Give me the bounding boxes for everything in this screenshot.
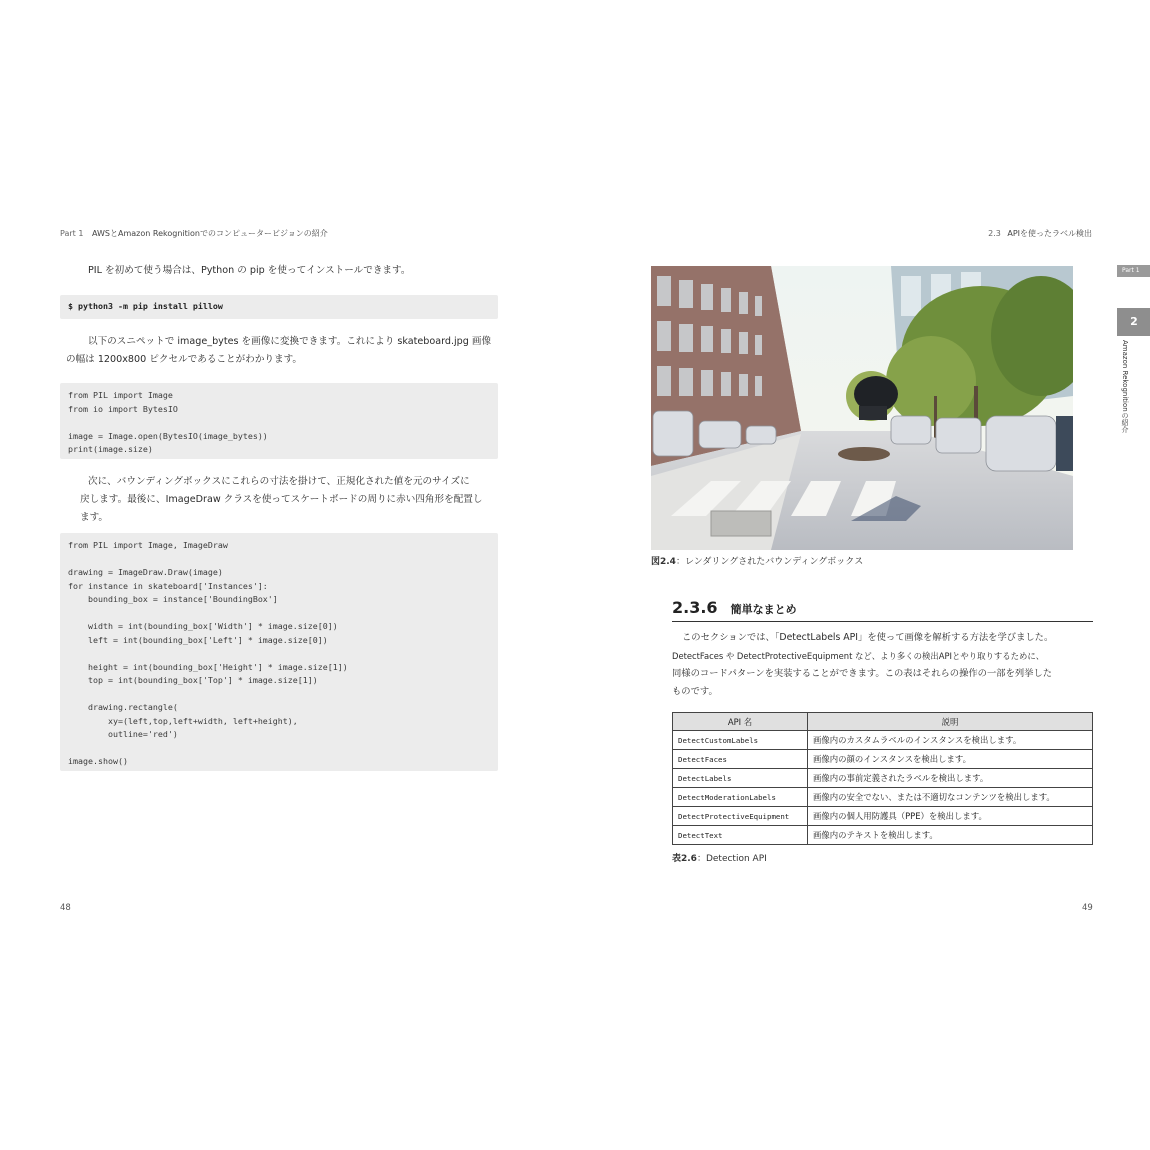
table-caption-text: ：Detection API [696,854,767,864]
section-heading [672,598,1093,622]
code-line: image.show() [68,756,128,766]
install-command: $ python3 -m pip install pillow [68,301,223,311]
table-row [673,807,1093,826]
code-line [68,416,490,430]
code-line: from PIL import Image, ImageDraw [68,540,228,550]
section-number: 2.3.6 [672,598,718,617]
code-line: from io import BytesIO [68,403,178,414]
code-line: drawing.rectangle( [68,702,178,712]
code-line: left = int(bounding_box['Left'] * image.size[0]) [68,634,328,645]
text-line: 以下のスニペットで image_bytes を画像に変換できます。これにより skateboard.jpg 画像 [88,336,492,347]
left-page-number: 48 [60,903,71,913]
code-line [68,688,490,702]
description-cell: 画像内の個人用防護具（PPE）を検出します。 [808,807,1093,826]
table-row [673,750,1093,769]
description-cell: 画像内の安全でない、または不適切なコンテンツを検出します。 [808,788,1093,807]
code-line [68,742,490,756]
table-label: 表2.6 [672,854,697,864]
code-line [68,553,490,567]
install-command-block [60,295,498,319]
intro-paragraph [88,262,498,280]
code-line: height = int(bounding_box['Height'] * image.size[1]) [68,661,348,672]
table-header-row [673,713,1093,731]
code-block-draw-rectangle [60,533,498,771]
text-line: 同様のコードパターンを実装することができます。この表はそれらの操作の一部を列挙した [672,668,1053,679]
table-row [673,788,1093,807]
running-head-part: Part 1 [60,229,84,238]
api-name-cell: DetectProtectiveEquipment [673,807,808,826]
header-api-name: API 名 [673,713,808,731]
running-head-title: APIを使ったラベル検出 [1007,229,1092,238]
description-cell: 画像内の顔のインスタンスを検出します。 [808,750,1093,769]
running-head-section: 2.3 [988,229,1001,238]
text-line: 戻します。最後に、ImageDraw クラスを使ってスケートボードの周りに赤い四角形を配置し [80,494,483,505]
text-line: ものです。 [672,686,718,697]
skateboard-street-photo [651,266,1073,550]
code-line: bounding_box = instance['BoundingBox'] [68,594,278,604]
api-name-cell: DetectFaces [673,750,808,769]
code-line: top = int(bounding_box['Top'] * image.size[1]) [68,675,318,685]
right-page-number: 49 [1082,903,1093,913]
table-row [673,769,1093,788]
bounding-box-paragraph [66,473,500,527]
side-tab-part: Part 1 [1117,265,1150,277]
side-tab-vertical-title: Amazon Rekognitionの紹介 [1121,340,1129,433]
code-line: image = Image.open(BytesIO(image_bytes)) [68,430,268,441]
text-line: の幅は 1200x800 ピクセルであることがわかります。 [66,354,303,365]
summary-paragraph [672,629,1096,701]
description-cell: 画像内のテキストを検出します。 [808,826,1093,845]
side-tab-chapter: 2 [1117,308,1150,336]
api-name-cell: DetectModerationLabels [673,788,808,807]
section-title: 簡単なまとめ [730,603,797,616]
table-row [673,826,1093,845]
text-line: PIL を初めて使う場合は、Python の pip を使ってインストールできます。 [88,265,411,276]
right-running-head [988,228,1092,239]
figure-label: 図2.4 [651,557,676,567]
left-running-head [60,228,328,239]
api-name-cell: DetectLabels [673,769,808,788]
code-line: outline='red') [68,729,178,739]
figure-caption [651,554,863,567]
header-description: 説明 [808,713,1093,731]
code-line: from PIL import Image [68,390,173,400]
table-row [673,731,1093,750]
code-block-open-image [60,383,498,459]
description-cell: 画像内のカスタムラベルのインスタンスを検出します。 [808,731,1093,750]
figure-text: ：レンダリングされたバウンディングボックス [675,557,864,567]
snippet-paragraph [66,333,500,369]
code-line [68,607,490,621]
code-line: print(image.size) [68,444,153,454]
running-head-title: AWSとAmazon Rekognitionでのコンピュータービジョンの紹介 [91,229,328,238]
text-line: DetectFaces や DetectProtectiveEquipment など、より多くの検出APIとやり取りするために、 [672,651,1045,661]
code-line: for instance in skateboard['Instances']: [68,580,268,591]
code-line [68,647,490,661]
detection-api-table [672,712,1093,845]
code-line: xy=(left,top,left+width, left+height), [68,715,298,726]
table-caption [672,851,767,864]
code-line: drawing = ImageDraw.Draw(image) [68,567,223,577]
text-line: このセクションでは、「DetectLabels API」を使って画像を解析する方法を学びました。 [682,632,1054,643]
text-line: ます。 [80,512,109,523]
description-cell: 画像内の事前定義されたラベルを検出します。 [808,769,1093,788]
text-line: 次に、バウンディングボックスにこれらの寸法を掛けて、正規化された値を元のサイズに [88,476,470,487]
api-name-cell: DetectText [673,826,808,845]
code-line: width = int(bounding_box['Width'] * image.size[0]) [68,621,338,631]
api-name-cell: DetectCustomLabels [673,731,808,750]
